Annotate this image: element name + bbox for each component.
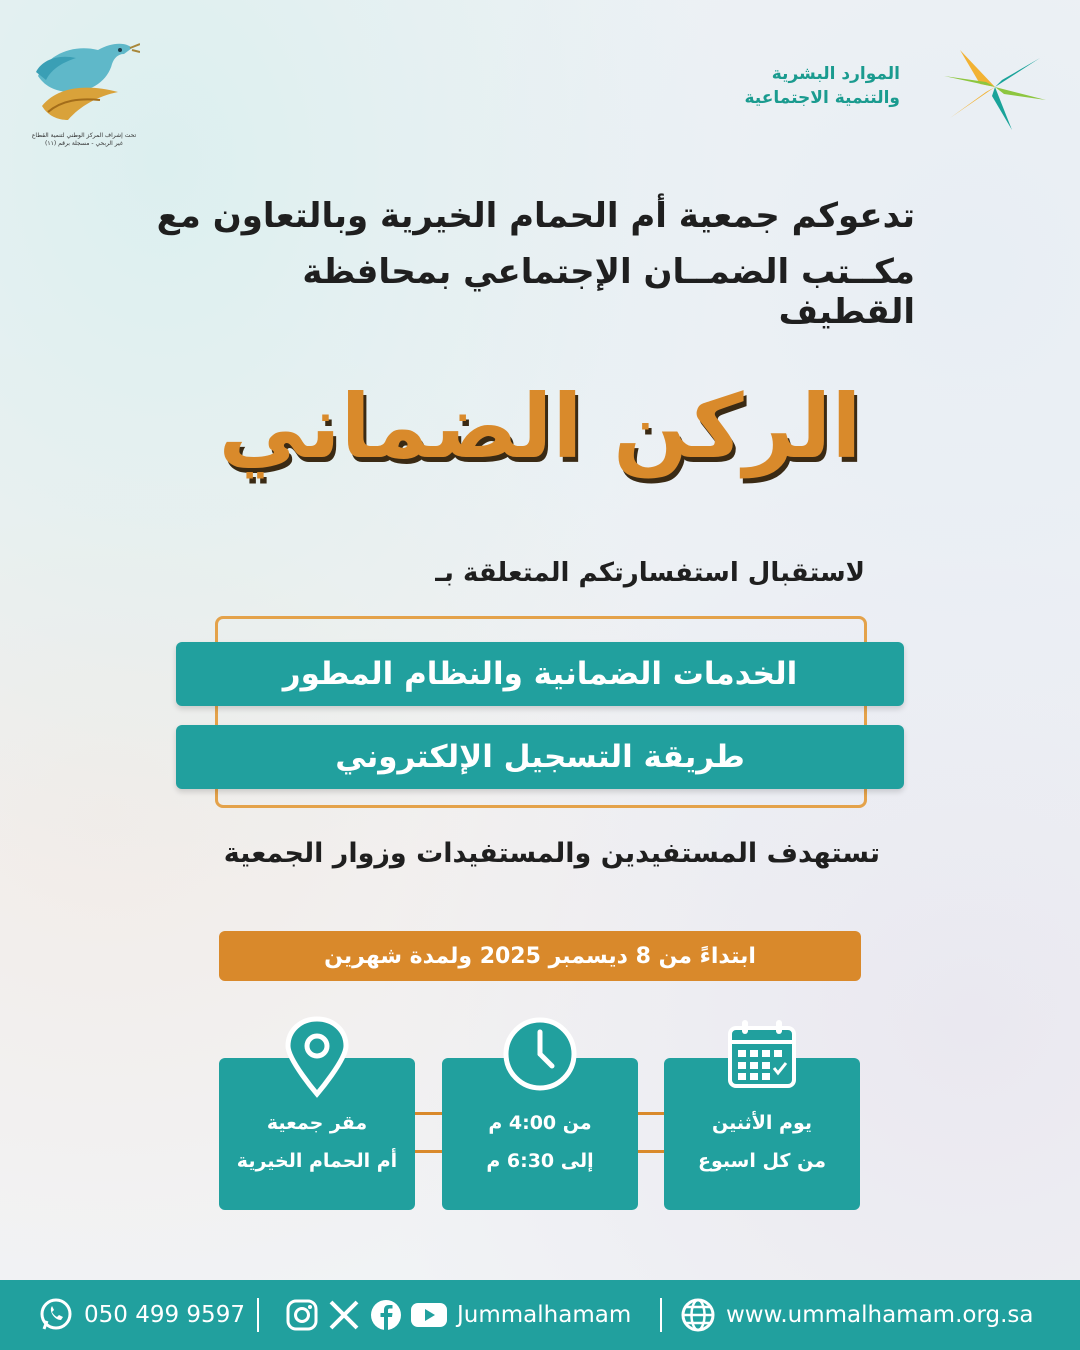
footer-separator (660, 1298, 662, 1332)
phone-number: 050 499 9597 (84, 1302, 245, 1328)
ministry-name-line-2: والتنمية الاجتماعية (744, 88, 900, 108)
connector-line (638, 1112, 665, 1115)
globe-icon (680, 1297, 716, 1333)
date-banner: ابتداءً من 8 ديسمبر 2025 ولمدة شهرين (219, 931, 861, 981)
topic-bar-registration: طريقة التسجيل الإلكتروني (176, 725, 904, 789)
instagram-icon[interactable] (285, 1298, 319, 1332)
caption-line-1: تحت إشراف المركز الوطني لتنمية القطاع (31, 132, 137, 139)
ministry-name-line-1: الموارد البشرية (771, 64, 900, 84)
card-time-line-2: إلى 6:30 م (486, 1150, 594, 1172)
main-title: الركن الضماني (218, 375, 862, 478)
card-place-line-2: أم الحمام الخيرية (236, 1150, 398, 1172)
location-pin-icon (284, 1016, 350, 1098)
social-handle[interactable]: Jummalhamam (457, 1302, 632, 1328)
subtitle: لاستقبال استفسارتكم المتعلقة بـ (435, 558, 865, 588)
connector-line (638, 1150, 665, 1153)
charity-logo (28, 36, 140, 156)
social-links (285, 1280, 631, 1350)
website-url: www.ummalhamam.org.sa (726, 1302, 1034, 1328)
card-day-line-2: من كل اسبوع (698, 1150, 826, 1172)
phone-contact[interactable] (38, 1280, 245, 1350)
connector-line (415, 1112, 443, 1115)
facebook-icon[interactable] (369, 1298, 403, 1332)
calendar-icon (722, 1018, 802, 1090)
intro-line-1: تدعوكم جمعية أم الحمام الخيرية وبالتعاون مع (156, 196, 915, 236)
caption-line-2: غير الربحي - مسجلة برقم (١١) (45, 140, 123, 147)
x-icon[interactable] (327, 1298, 361, 1332)
card-place-line-1: مقر جمعية (266, 1112, 368, 1134)
star-logo-icon (940, 40, 1050, 135)
intro-line-2: مكــتب الضمــان الإجتماعي بمحافظة القطيف (302, 252, 915, 332)
youtube-icon[interactable] (409, 1298, 449, 1332)
card-day-line-1: يوم الأثنين (712, 1112, 812, 1134)
footer-separator (257, 1298, 259, 1332)
clock-icon (500, 1016, 580, 1092)
topic-bar-services: الخدمات الضمانية والنظام المطور (176, 642, 904, 706)
website-link[interactable] (680, 1280, 1034, 1350)
footer-bar (0, 1280, 1080, 1350)
connector-line (415, 1150, 443, 1153)
dove-logo-icon (28, 36, 140, 132)
ministry-logo (744, 40, 1050, 135)
whatsapp-icon (38, 1297, 74, 1333)
audience-text: تستهدف المستفيدين والمستفيدات وزوار الجمعية (223, 838, 880, 869)
charity-logo-caption (28, 132, 140, 148)
card-time-line-1: من 4:00 م (488, 1112, 592, 1134)
